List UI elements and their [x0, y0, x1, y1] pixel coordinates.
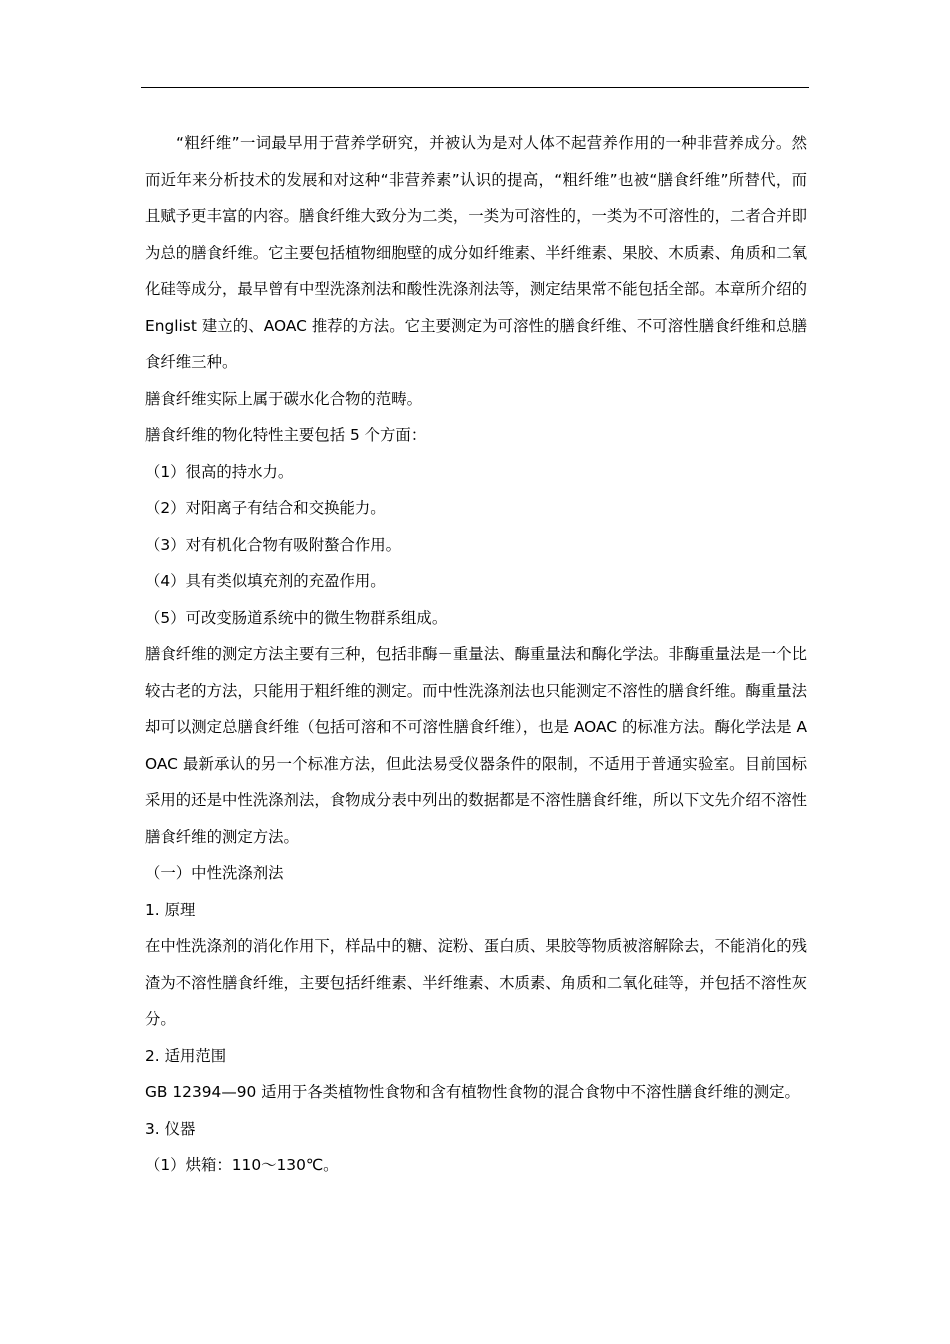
- list-item: （2）对阳离子有结合和交换能力。: [145, 499, 386, 517]
- header-rule: [141, 87, 809, 88]
- list-item: （5）可改变肠道系统中的微生物群系组成。: [145, 608, 448, 627]
- intro-paragraph: “粗纤维”一词最早用于营养学研究，并被认为是对人体不起营养作用的一种非营养成分。然而近年来分析技术的发展和对这种“非营养素”认识的提高，“粗纤维”也被“膳食纤维”所替代，而且赋予更丰富的内容。膳食纤维大致分为二类，一类为可溶性的，一类为不可溶性的，二者合并即为总的膳食纤维。它主要包括植物细胞壁的成分如纤维素、半纤维素、果胶、木质素、角质和二氧化硅等成分，最早曾有中型洗涤剂法和酸性洗涤剂法等，测定结果常不能包括全部。本章所介绍的 Englist 建立的、AOAC 推荐的方法。它主要测定为可溶性的膳食纤维、不可溶性膳食纤维和总膳食纤维三种。: [145, 134, 807, 371]
- section-heading: （一）中性洗涤剂法: [145, 864, 284, 882]
- list-item: （3）对有机化合物有吸附螯合作用。: [145, 535, 402, 554]
- subsection-heading: 3. 仪器: [145, 1119, 196, 1138]
- scope-paragraph: GB 12394—90 适用于各类植物性食物和含有植物性食物的混合食物中不溶性膳食纤维的测定。: [145, 1083, 800, 1101]
- document-body: [145, 125, 807, 1184]
- category-paragraph: 膳食纤维实际上属于碳水化合物的范畴。: [145, 389, 423, 408]
- properties-intro: 膳食纤维的物化特性主要包括 5 个方面：: [145, 426, 427, 444]
- methods-paragraph: 膳食纤维的测定方法主要有三种，包括非酶－重量法、酶重量法和酶化学法。非酶重量法是一个比较古老的方法，只能用于粗纤维的测定。而中性洗涤剂法也只能测定不溶性的膳食纤维。酶重量法却可以测定总膳食纤维（包括可溶和不可溶性膳食纤维），也是 AOAC 的标准方法。酶化学法是 AOAC 最新承认的另一个标准方法，但此法易受仪器条件的限制，不适用于普通实验室。目前国标采用的还是中性洗涤剂法，食物成分表中列出的数据都是不溶性膳食纤维，所以下文先介绍不溶性膳食纤维的测定方法。: [145, 645, 807, 846]
- subsection-heading: 2. 适用范围: [145, 1046, 227, 1065]
- list-item: （4）具有类似填充剂的充盈作用。: [145, 572, 386, 590]
- list-item: （1）很高的持水力。: [145, 462, 294, 481]
- list-item: （1）烘箱：110～130℃。: [145, 1156, 339, 1174]
- principle-paragraph: 在中性洗涤剂的消化作用下，样品中的糖、淀粉、蛋白质、果胶等物质被溶解除去，不能消化的残渣为不溶性膳食纤维，主要包括纤维素、半纤维素、木质素、角质和二氧化硅等，并包括不溶性灰分。: [145, 937, 807, 1028]
- subsection-heading: 1. 原理: [145, 900, 196, 919]
